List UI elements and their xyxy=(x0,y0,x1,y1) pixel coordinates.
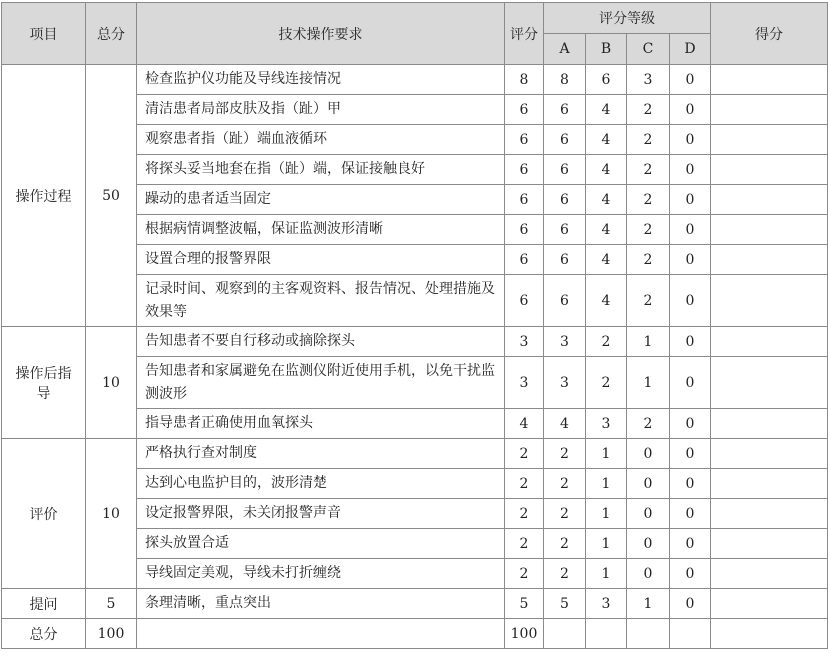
grade-b-cell: 4 xyxy=(586,245,627,275)
footer-score: 100 xyxy=(505,619,544,649)
grade-d-cell: 0 xyxy=(670,65,711,95)
grade-d-cell: 0 xyxy=(670,95,711,125)
grade-c-cell: 1 xyxy=(627,327,670,357)
earned-cell xyxy=(711,357,828,409)
score-cell: 2 xyxy=(505,499,544,529)
earned-cell xyxy=(711,327,828,357)
grade-d-cell: 0 xyxy=(670,529,711,559)
grade-a-cell: 2 xyxy=(544,559,586,589)
requirement-cell: 告知患者和家属避免在监测仪附近使用手机，以免干扰监测波形 xyxy=(137,357,505,409)
header-earned: 得分 xyxy=(711,3,828,65)
grade-c-cell: 2 xyxy=(627,155,670,185)
requirement-cell: 指导患者正确使用血氧探头 xyxy=(137,409,505,439)
requirement-cell: 躁动的患者适当固定 xyxy=(137,185,505,215)
grade-a-cell: 5 xyxy=(544,589,586,619)
header-score: 评分 xyxy=(505,3,544,65)
group-total: 50 xyxy=(86,65,137,327)
requirement-cell: 探头放置合适 xyxy=(137,529,505,559)
grade-a-cell: 6 xyxy=(544,155,586,185)
group-total: 10 xyxy=(86,439,137,589)
grade-b-cell: 2 xyxy=(586,357,627,409)
score-cell: 6 xyxy=(505,125,544,155)
grade-a-cell: 6 xyxy=(544,275,586,327)
score-cell: 3 xyxy=(505,357,544,409)
grade-a-cell: 2 xyxy=(544,439,586,469)
earned-cell xyxy=(711,65,828,95)
score-cell: 6 xyxy=(505,95,544,125)
footer-grade-b xyxy=(586,619,627,649)
grade-c-cell: 0 xyxy=(627,469,670,499)
footer-grade-a xyxy=(544,619,586,649)
earned-cell xyxy=(711,245,828,275)
group-item: 操作后指导 xyxy=(2,327,86,439)
score-cell: 2 xyxy=(505,559,544,589)
table-row xyxy=(2,439,828,469)
grade-a-cell: 2 xyxy=(544,469,586,499)
header-grade-a: A xyxy=(544,34,586,65)
score-cell: 2 xyxy=(505,529,544,559)
grade-a-cell: 4 xyxy=(544,409,586,439)
requirement-cell: 导线固定美观，导线未打折缠绕 xyxy=(137,559,505,589)
grade-c-cell: 2 xyxy=(627,275,670,327)
grade-c-cell: 0 xyxy=(627,559,670,589)
grade-d-cell: 0 xyxy=(670,327,711,357)
grade-b-cell: 4 xyxy=(586,215,627,245)
earned-cell xyxy=(711,215,828,245)
score-cell: 6 xyxy=(505,185,544,215)
score-cell: 3 xyxy=(505,327,544,357)
earned-cell xyxy=(711,125,828,155)
header-grade-group: 评分等级 xyxy=(544,3,711,34)
earned-cell xyxy=(711,529,828,559)
grade-a-cell: 6 xyxy=(544,95,586,125)
footer-total: 100 xyxy=(86,619,137,649)
earned-cell xyxy=(711,275,828,327)
grade-a-cell: 3 xyxy=(544,357,586,409)
grade-c-cell: 2 xyxy=(627,215,670,245)
group-item: 评价 xyxy=(2,439,86,589)
grade-a-cell: 3 xyxy=(544,327,586,357)
grade-c-cell: 2 xyxy=(627,409,670,439)
earned-cell xyxy=(711,409,828,439)
score-cell: 2 xyxy=(505,469,544,499)
header-requirement: 技术操作要求 xyxy=(137,3,505,65)
earned-cell xyxy=(711,589,828,619)
grade-b-cell: 4 xyxy=(586,95,627,125)
grade-a-cell: 6 xyxy=(544,245,586,275)
requirement-cell: 达到心电监护目的，波形清楚 xyxy=(137,469,505,499)
grade-d-cell: 0 xyxy=(670,499,711,529)
grade-d-cell: 0 xyxy=(670,185,711,215)
score-cell: 6 xyxy=(505,215,544,245)
grade-d-cell: 0 xyxy=(670,275,711,327)
grade-b-cell: 4 xyxy=(586,125,627,155)
grade-a-cell: 6 xyxy=(544,125,586,155)
group-item: 操作过程 xyxy=(2,65,86,327)
header-grade-d: D xyxy=(670,34,711,65)
grade-b-cell: 4 xyxy=(586,275,627,327)
earned-cell xyxy=(711,95,828,125)
score-cell: 8 xyxy=(505,65,544,95)
earned-cell xyxy=(711,469,828,499)
grade-b-cell: 1 xyxy=(586,559,627,589)
score-cell: 6 xyxy=(505,155,544,185)
grade-c-cell: 2 xyxy=(627,185,670,215)
grade-c-cell: 0 xyxy=(627,529,670,559)
grade-b-cell: 3 xyxy=(586,409,627,439)
table-row xyxy=(2,65,828,95)
group-total: 5 xyxy=(86,589,137,619)
grade-d-cell: 0 xyxy=(670,125,711,155)
grade-d-cell: 0 xyxy=(670,589,711,619)
header-total: 总分 xyxy=(86,3,137,65)
requirement-cell: 条理清晰，重点突出 xyxy=(137,589,505,619)
grade-c-cell: 1 xyxy=(627,357,670,409)
earned-cell xyxy=(711,155,828,185)
footer-grade-c xyxy=(627,619,670,649)
footer-grade-d xyxy=(670,619,711,649)
earned-cell xyxy=(711,439,828,469)
grade-d-cell: 0 xyxy=(670,469,711,499)
requirement-cell: 清洁患者局部皮肤及指（趾）甲 xyxy=(137,95,505,125)
score-cell: 6 xyxy=(505,275,544,327)
score-cell: 4 xyxy=(505,409,544,439)
grade-d-cell: 0 xyxy=(670,245,711,275)
table-row xyxy=(2,327,828,357)
grade-b-cell: 1 xyxy=(586,439,627,469)
grade-b-cell: 2 xyxy=(586,327,627,357)
grade-a-cell: 8 xyxy=(544,65,586,95)
grade-c-cell: 2 xyxy=(627,245,670,275)
grade-a-cell: 2 xyxy=(544,529,586,559)
score-cell: 6 xyxy=(505,245,544,275)
footer-earned xyxy=(711,619,828,649)
scoring-table xyxy=(1,2,828,649)
grade-b-cell: 4 xyxy=(586,185,627,215)
footer-item: 总分 xyxy=(2,619,86,649)
group-total: 10 xyxy=(86,327,137,439)
requirement-cell: 设置合理的报警界限 xyxy=(137,245,505,275)
header-item: 项目 xyxy=(2,3,86,65)
grade-d-cell: 0 xyxy=(670,155,711,185)
group-item: 提问 xyxy=(2,589,86,619)
grade-b-cell: 4 xyxy=(586,155,627,185)
grade-c-cell: 2 xyxy=(627,125,670,155)
requirement-cell: 观察患者指（趾）端血液循环 xyxy=(137,125,505,155)
requirement-cell: 根据病情调整波幅，保证监测波形清晰 xyxy=(137,215,505,245)
grade-c-cell: 3 xyxy=(627,65,670,95)
grade-d-cell: 0 xyxy=(670,409,711,439)
table-body xyxy=(2,65,828,619)
grade-d-cell: 0 xyxy=(670,357,711,409)
requirement-cell: 告知患者不要自行移动或摘除探头 xyxy=(137,327,505,357)
grade-c-cell: 0 xyxy=(627,439,670,469)
grade-b-cell: 1 xyxy=(586,529,627,559)
requirement-cell: 记录时间、观察到的主客观资料、报告情况、处理措施及效果等 xyxy=(137,275,505,327)
grade-c-cell: 0 xyxy=(627,499,670,529)
header-grade-c: C xyxy=(627,34,670,65)
earned-cell xyxy=(711,559,828,589)
requirement-cell: 设定报警界限，未关闭报警声音 xyxy=(137,499,505,529)
grade-b-cell: 1 xyxy=(586,469,627,499)
grade-c-cell: 1 xyxy=(627,589,670,619)
grade-a-cell: 6 xyxy=(544,185,586,215)
table-row xyxy=(2,589,828,619)
score-cell: 5 xyxy=(505,589,544,619)
grade-a-cell: 6 xyxy=(544,215,586,245)
grade-b-cell: 1 xyxy=(586,499,627,529)
score-cell: 2 xyxy=(505,439,544,469)
requirement-cell: 将探头妥当地套在指（趾）端，保证接触良好 xyxy=(137,155,505,185)
requirement-cell: 检查监护仪功能及导线连接情况 xyxy=(137,65,505,95)
footer-requirement xyxy=(137,619,505,649)
earned-cell xyxy=(711,499,828,529)
grade-b-cell: 3 xyxy=(586,589,627,619)
header-grade-b: B xyxy=(586,34,627,65)
grade-d-cell: 0 xyxy=(670,559,711,589)
grade-b-cell: 6 xyxy=(586,65,627,95)
grade-c-cell: 2 xyxy=(627,95,670,125)
earned-cell xyxy=(711,185,828,215)
grade-a-cell: 2 xyxy=(544,499,586,529)
grade-d-cell: 0 xyxy=(670,439,711,469)
grade-d-cell: 0 xyxy=(670,215,711,245)
requirement-cell: 严格执行查对制度 xyxy=(137,439,505,469)
